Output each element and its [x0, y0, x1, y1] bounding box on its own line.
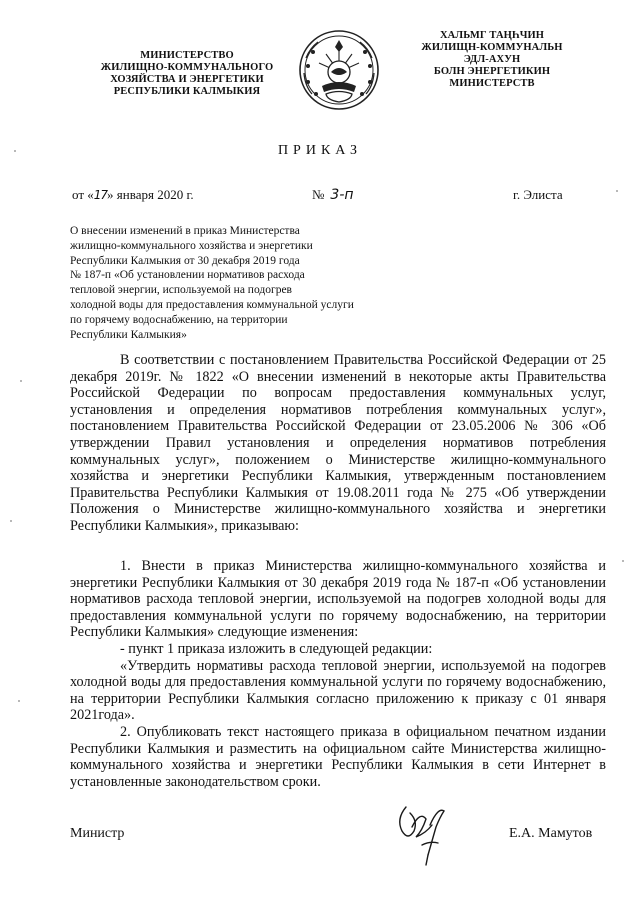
- header-left-line: МИНИСТЕРСТВО: [140, 50, 234, 61]
- header-right-line: МИНИСТЕРСТВ: [449, 78, 535, 89]
- kalmykia-emblem-icon: [296, 28, 382, 112]
- subject-line: Республики Калмыкия от 30 декабря 2019 года: [70, 254, 300, 267]
- subject-line: тепловой энергии, используемой на подогрев: [70, 284, 292, 297]
- subject-line: холодной воды для предоставления коммунальной услуги: [70, 298, 354, 311]
- header-right-line: ЖИЛИЩН-КОММУНАЛЬН: [421, 42, 563, 53]
- scan-speck: [18, 700, 20, 702]
- date-prefix: от «: [72, 187, 94, 202]
- number-handwritten: 3-п: [330, 187, 354, 203]
- date-rest: » января 2020 г.: [107, 187, 194, 202]
- order-subject: [70, 224, 410, 342]
- order-item-1: 1. Внести в приказ Министерства жилищно-коммунального хозяйства и энергетики Республики Калмыкия от 30 декабря 2019 года № 187-п «Об установлении нормативов расхода тепловой энергии, используемой на подогрев холодной воды для предоставления коммунальной услуги по горячему водоснабжению, на территории Республики Калмыкия» следующие изменения:: [70, 558, 606, 641]
- header-right-line: БОЛН ЭНЕРГЕТИКИН: [433, 66, 551, 77]
- subject-line: О внесении изменений в приказ Министерства: [70, 225, 300, 237]
- date-day-handwritten: 17: [93, 188, 108, 202]
- order-body: [70, 558, 606, 790]
- document-title: ПРИКАЗ: [277, 143, 363, 158]
- legal-basis-paragraph: [70, 352, 606, 535]
- signatory-position: Министр: [70, 826, 125, 841]
- subject-line: № 187-п «Об установлении нормативов расхода: [70, 269, 305, 282]
- scan-speck: [622, 560, 624, 562]
- header-left-line: ЖИЛИЩНО-КОММУНАЛЬНОГО: [100, 62, 274, 73]
- signatory-name: Е.А. Мамутов: [509, 826, 593, 841]
- subject-line: Республики Калмыкия»: [70, 328, 187, 341]
- ministry-name-russian: [82, 50, 292, 98]
- order-number: [312, 187, 354, 203]
- ministry-name-kalmyk: [392, 30, 592, 90]
- subject-line: по горячему водоснабжению, на территории: [70, 313, 288, 326]
- scan-speck: [10, 520, 12, 522]
- paragraph-text: В соответствии с постановлением Правительства Российской Федерации от 25 декабря 2019г. № 1822 «О внесении изменений в некоторые акты Правительства Российской Федерации по вопросам предоставления коммунальных услуг, установления и определения нормативов потребления коммунальных услуг», постановлением Правительства Российской Федерации от 23.05.2006 № 306 «Об утверждении Правил установления и определения нормативов потребления коммунальных услуг», положением о Министерстве жилищно-коммунального хозяйства и энергетики Республики Калмыкия, утвержденным постановлением Правительства Республики Калмыкия от 19.08.2011 года № 275 «Об утверждении Положения о Министерстве жилищно-коммунального хозяйства и энергетики Республики Калмыкия», приказываю:: [70, 352, 606, 534]
- subject-line: жилищно-коммунального хозяйства и энергетики: [70, 239, 313, 252]
- scan-speck: [20, 380, 22, 382]
- scan-speck: [616, 190, 618, 192]
- header-right-line: ЭДЛ-АХУН: [463, 54, 521, 65]
- order-item-2: 2. Опубликовать текст настоящего приказа в официальном печатном издании Республики Калмыкия и разместить на официальном сайте Министерства жилищно-коммунального хозяйства и энергетики Республики Калмыкия в сети Интернет в установленные законодательством сроки.: [70, 723, 606, 790]
- header-right-line: ХАЛЬМГ ТАҢҺЧИН: [439, 30, 545, 41]
- handwritten-signature-icon: [392, 797, 452, 867]
- number-prefix: №: [312, 187, 325, 202]
- order-date: [72, 187, 194, 203]
- header-left-line: ХОЗЯЙСТВА И ЭНЕРГЕТИКИ: [110, 74, 264, 85]
- header-left-line: РЕСПУБЛИКИ КАЛМЫКИЯ: [113, 86, 261, 97]
- order-new-wording: «Утвердить нормативы расхода тепловой энергии, используемой на подогрев холодной воды для предоставления коммунальной услуги по горячему водоснабжению, на территории Республики Калмыкия согласно приложению к приказу с 01 января 2021года».: [70, 657, 606, 724]
- order-subitem: - пункт 1 приказа изложить в следующей редакции:: [120, 640, 433, 657]
- order-city: г. Элиста: [513, 187, 563, 202]
- scan-speck: [14, 150, 16, 152]
